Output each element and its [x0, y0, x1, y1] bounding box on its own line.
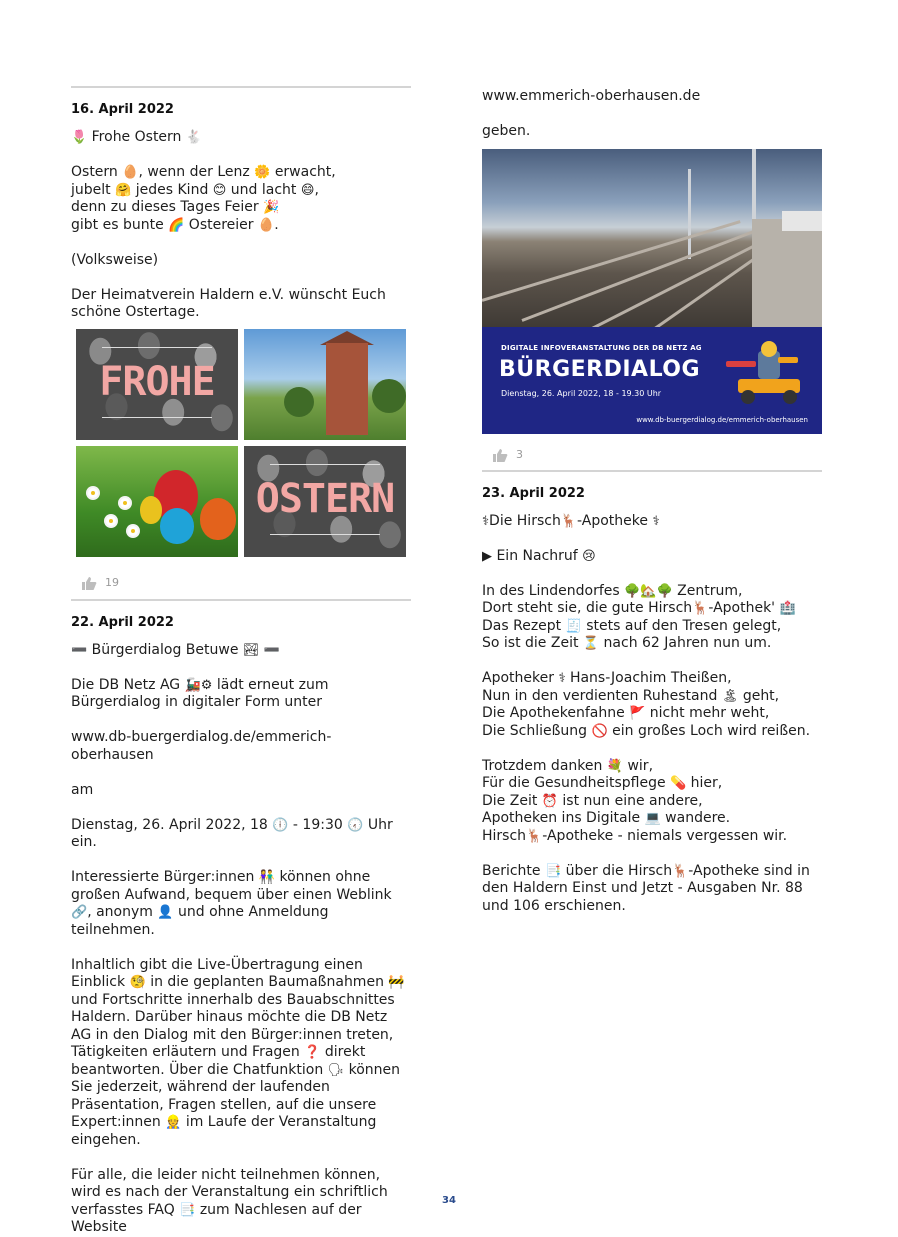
party-icon: 🎉: [263, 200, 280, 215]
orange-egg: [200, 498, 236, 540]
post-date: 22. April 2022: [71, 614, 174, 630]
daisy: [106, 516, 116, 526]
landscape-icon: 🏞: [242, 642, 260, 658]
platform: [752, 219, 822, 327]
people-icon: 👫: [258, 870, 276, 885]
post-date: 23. April 2022: [482, 485, 585, 501]
caduceus-icon: ⚕: [482, 513, 490, 529]
clock-icon: 🕕: [272, 817, 289, 833]
flag-icon: 🚩: [629, 706, 646, 721]
thumbs-up-icon: [492, 448, 508, 462]
poem-line: So ist die Zeit ⏳ nach 62 Jahren nun um.: [482, 635, 772, 651]
poem-line: Dort steht sie, die gute Hirsch🦌-Apothek' 🏥: [482, 600, 796, 616]
dash-icon: ➖: [263, 642, 281, 658]
banner-date: Dienstag, 26. April 2022, 18 - 19.30 Uhr: [501, 388, 662, 398]
poem-line: Hirsch🦌-Apotheke - niemals vergessen wir.: [482, 827, 788, 844]
deer-icon: 🦌: [672, 863, 689, 879]
poem-line: gibt es bunte 🌈 Ostereier 🥚.: [71, 216, 279, 233]
thumbs-up-icon: [81, 576, 97, 590]
ornament: [102, 417, 212, 418]
construction-robot-illustration: [718, 339, 808, 407]
daisy: [120, 498, 130, 508]
deer-icon: 🦌: [692, 601, 709, 616]
catenary-mast: [688, 169, 691, 259]
laugh-icon: 😄: [300, 182, 315, 198]
deer-icon: 🦌: [560, 513, 578, 529]
sun-icon: 🌼: [254, 165, 271, 180]
content-text: Inhaltlich gibt die Live-Übertragung einen Einblick 🧐 in die geplanten Baumaßnahmen 🚧 und Fortschritte innerhalb des Bauabschnittes Haldern. Darüber hinaus möchte die DB Netz AG in den Dialog mit den Bürger:innen treten, Tätigkeiten erläutern und Fragen ❓ direkt beantworten. Über die Chatfunktion 🗣 können Sie jederzeit, während der laufenden Präsentation, Fragen stellen, auf die unsere Expert:innen 👷 im Laufe der Veranstaltung eingehen.: [71, 956, 405, 1148]
monocle-icon: 🧐: [129, 975, 146, 990]
banner-subtitle: DIGITALE INFOVERANSTALTUNG DER DB NETZ AG: [501, 343, 702, 352]
egg-icon: 🥚: [122, 165, 139, 180]
poem-line: denn zu dieses Tages Feier 🎉: [71, 199, 280, 215]
ornament: [270, 464, 380, 465]
interest-text: Interessierte Bürger:innen 👫 können ohne großen Aufwand, bequem über einen Weblink 🔗, anonym 👤 und ohne Anmeldung teilnehmen.: [71, 869, 392, 938]
daisy: [88, 488, 98, 498]
rail: [482, 220, 741, 302]
poem-line: Die Zeit ⏰ ist nun eine andere,: [482, 792, 703, 809]
event-time: Dienstag, 26. April 2022, 18 🕕 - 19:30 🕢 Uhr ein.: [71, 816, 393, 850]
building: [782, 211, 822, 231]
post-title: ➖ Bürgerdialog Betuwe 🏞 ➖: [71, 641, 281, 658]
frohe-word: FROHE: [99, 358, 215, 405]
hospital-icon: 🏥: [779, 601, 796, 616]
speaker-icon: 🗣: [327, 1062, 345, 1078]
hourglass-icon: ⏳: [582, 636, 600, 651]
post-date: 16. April 2022: [71, 102, 174, 117]
post-title: ⚕Die Hirsch🦌-Apotheke ⚕: [482, 512, 660, 529]
poem-line: Das Rezept 🧾 stets auf den Tresen gelegt,: [482, 617, 782, 634]
faq-text: Für alle, die leider nicht teilnehmen können, wird es nach der Veranstaltung ein schriftlich verfasstes FAQ 📑 zum Nachlesen auf der Website: [71, 1166, 388, 1235]
poem-line: jubelt 🤗 jedes Kind 😊 und lacht 😄,: [71, 181, 319, 198]
poem-line: Die Apothekenfahne 🚩 nicht mehr weht,: [482, 705, 770, 721]
nachruf-heading: ▶ Ein Nachruf 😢: [482, 547, 596, 564]
pill-icon: 💊: [670, 776, 687, 791]
clock-icon: 🕢: [347, 817, 364, 833]
left-column: [71, 86, 411, 1237]
bouquet-icon: 💐: [606, 758, 624, 774]
daisy: [128, 526, 138, 536]
smile-icon: 😊: [212, 182, 227, 198]
rabbit-icon: 🐇: [185, 130, 203, 145]
poem-source: (Volksweise): [71, 251, 159, 268]
eggs-in-grass-photo: [76, 446, 238, 557]
document-icon: 📑: [545, 863, 562, 879]
poem-line: Für die Gesundheitspflege 💊 hier,: [482, 775, 723, 791]
ornament: [270, 534, 380, 535]
divider: [482, 470, 822, 472]
buergerdialog-banner: [482, 327, 822, 434]
caduceus-icon: ⚕: [558, 671, 566, 686]
banner-url[interactable]: www.db-buergerdialog.de/emmerich-oberhausen: [636, 415, 808, 424]
tree: [284, 387, 314, 417]
weblink-url[interactable]: www.db-buergerdialog.de/emmerich-oberhausen: [71, 729, 332, 763]
blue-egg: [160, 508, 194, 544]
poem-line: Die Schließung 🚫 ein großes Loch wird reißen.: [482, 722, 811, 739]
trees-house-icon: 🌳🏡🌳: [624, 583, 673, 599]
island-icon: 🏝: [721, 688, 739, 704]
play-icon: ▶: [482, 548, 492, 564]
receipt-icon: 🧾: [565, 618, 582, 634]
poem-line: Apotheker ⚕ Hans-Joachim Theißen,: [482, 670, 732, 686]
question-icon: ❓: [304, 1045, 321, 1060]
ostern-tile: [244, 446, 406, 557]
prohibited-icon: 🚫: [591, 723, 608, 739]
tower: [326, 343, 368, 435]
caduceus-icon: ⚕: [652, 513, 660, 529]
dash-icon: ➖: [71, 642, 88, 658]
frohe-tile: [76, 329, 238, 440]
poem-line: Nun in den verdienten Ruhestand 🏝 geht,: [482, 687, 780, 704]
railway-photo: [482, 149, 822, 327]
am-text: am: [71, 781, 94, 798]
report-text: Berichte 📑 über die Hirsch🦌-Apotheke sind in den Haldern Einst und Jetzt - Ausgaben Nr. 88 und 106 erschienen.: [482, 862, 810, 914]
document-icon: 📑: [179, 1202, 196, 1218]
yellow-egg: [140, 496, 162, 524]
continued-text: geben.: [482, 123, 531, 139]
poem-line: Trotzdem danken 💐 wir,: [482, 757, 654, 774]
barrier-icon: 🚧: [388, 975, 405, 990]
person-icon: 👤: [157, 905, 174, 920]
ostern-word: OSTERN: [255, 475, 395, 522]
deer-icon: 🦌: [526, 828, 543, 844]
alarm-clock-icon: ⏰: [541, 793, 558, 809]
crying-face-icon: 😢: [582, 548, 596, 564]
tulip-icon: 🌷: [71, 130, 88, 145]
intro-text: Die DB Netz AG 🚂⚙ lädt erneut zum Bürgerdialog in digitaler Form unter: [71, 676, 329, 710]
post-title: 🌷 Frohe Ostern 🐇: [71, 129, 203, 145]
page-number: 34: [442, 1195, 456, 1206]
egg-icon: 🥚: [258, 217, 275, 233]
easter-collage: [76, 329, 411, 557]
like-button[interactable]: [492, 448, 822, 462]
greeting-text: Der Heimatverein Haldern e.V. wünscht Euch schöne Ostertage.: [71, 286, 386, 320]
rainbow-icon: 🌈: [168, 217, 185, 233]
continued-url[interactable]: www.emmerich-oberhausen.de: [482, 88, 701, 104]
banner-title: BÜRGERDIALOG: [499, 356, 701, 382]
divider: [71, 599, 411, 601]
poem-line: Apotheken ins Digitale 💻 wandere.: [482, 810, 731, 826]
expert-icon: 👷: [165, 1115, 182, 1130]
link-icon: 🔗: [71, 905, 88, 920]
poem-line: In des Lindendorfes 🌳🏡🌳 Zentrum,: [482, 582, 743, 599]
hug-icon: 🤗: [115, 182, 132, 198]
gear-icon: ⚙: [200, 677, 213, 693]
divider: [71, 86, 411, 88]
tree: [372, 379, 406, 413]
poem-line: Ostern 🥚, wenn der Lenz 🌼 erwacht,: [71, 164, 336, 180]
like-count: 19: [105, 576, 119, 589]
like-count: 3: [516, 448, 523, 461]
right-column: [482, 86, 822, 915]
laptop-icon: 💻: [644, 811, 661, 826]
ornament: [102, 347, 212, 348]
like-button[interactable]: [81, 576, 411, 590]
train-icon: 🚂: [184, 677, 201, 693]
tower-photo: [244, 329, 406, 440]
